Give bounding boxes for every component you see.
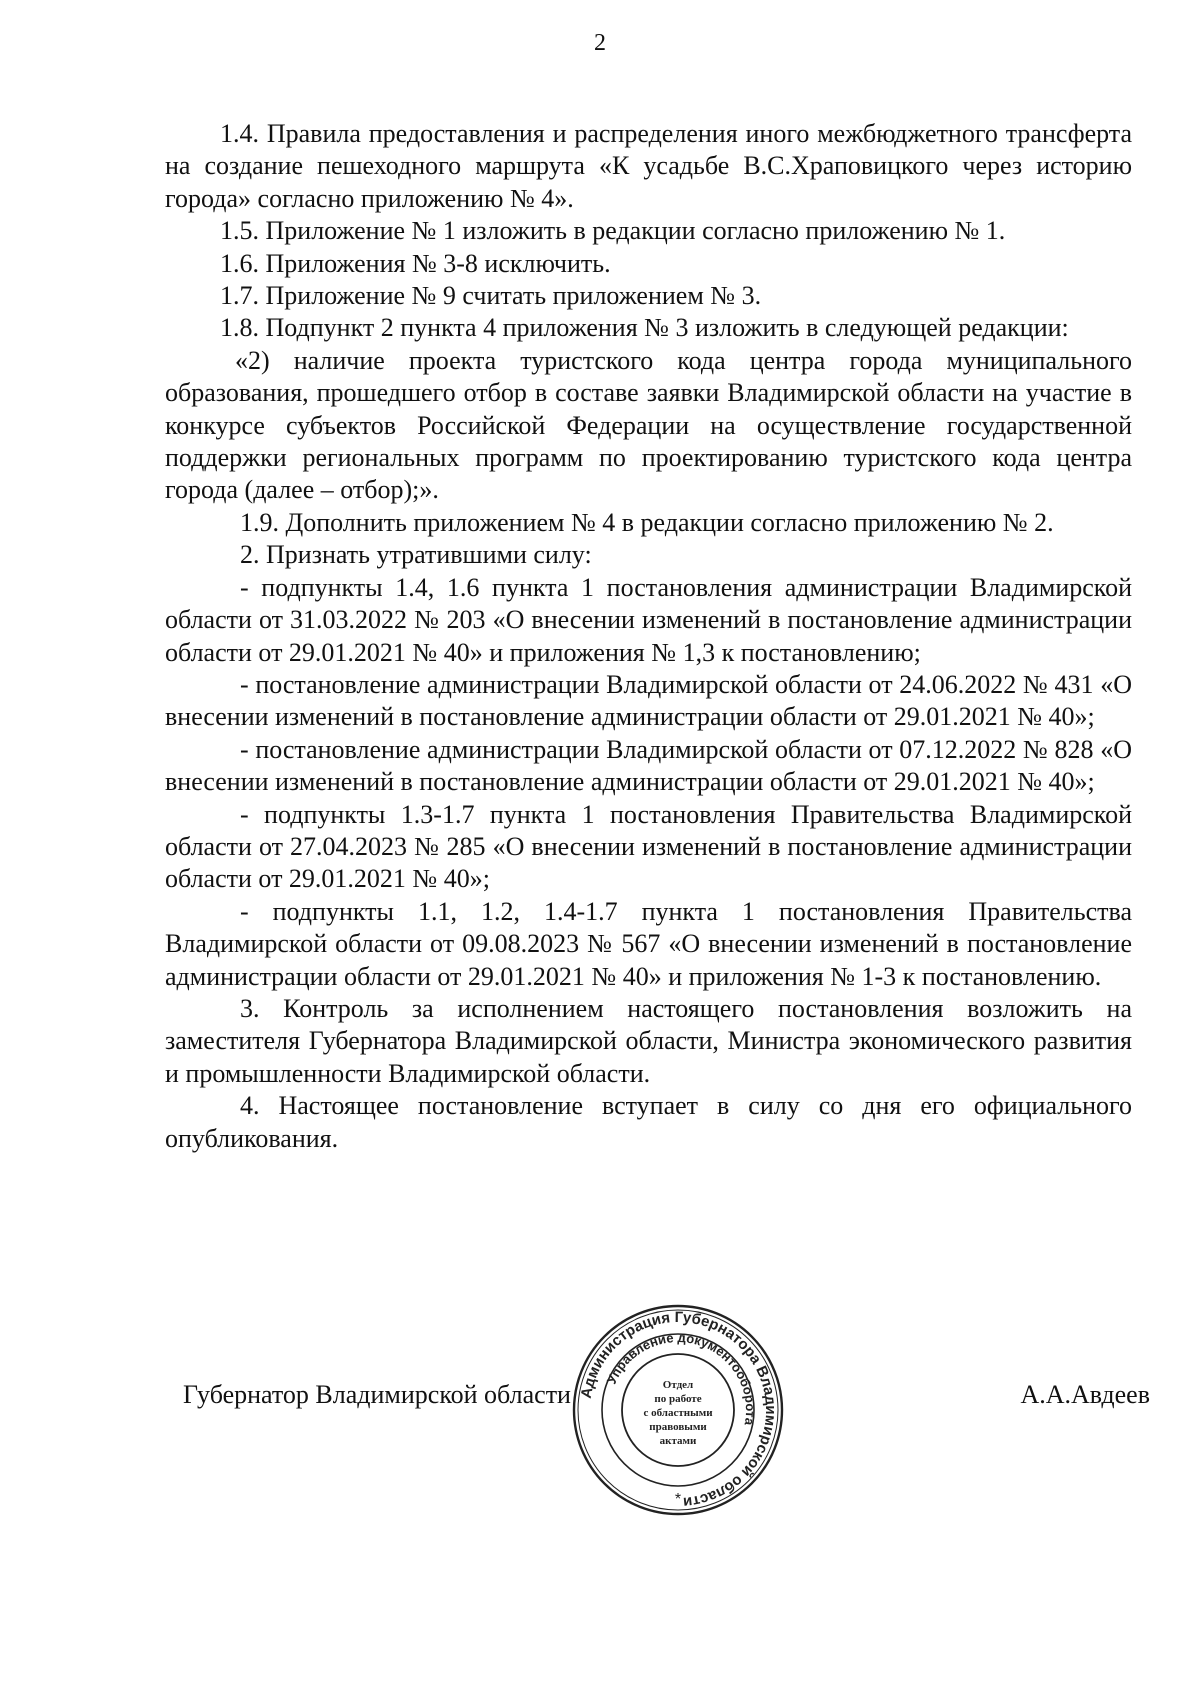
- seal-inner-ring-text: Управление документооборота: [603, 1329, 759, 1427]
- paragraph-2-item-2: - постановление администрации Владимирской области от 24.06.2022 № 431 «О внесении изменений в постановление администрации области от 29.01.2021 № 40»;: [165, 669, 1132, 732]
- seal-center-line-5: актами: [659, 1435, 697, 1447]
- seal-star: *: [674, 1491, 682, 1508]
- paragraph-1-6: 1.6. Приложения № 3-8 исключить.: [220, 248, 611, 278]
- signer-position: Губернатор Владимирской области: [183, 1380, 571, 1409]
- paragraph-3: 3. Контроль за исполнением настоящего постановления возложить на заместителя Губернатора Владимирской области, Министра экономического развития и промышленности Владимирской области.: [165, 993, 1132, 1088]
- seal-center-line-1: Отдел: [662, 1379, 694, 1391]
- seal-center-line-2: по работе: [654, 1393, 702, 1405]
- paragraph-1-8-quote: «2) наличие проекта туристского кода центра города муниципального образования, прошедшего отбор в составе заявки Владимирской области на участие в конкурсе субъектов Российской Федерации на осуществление государственной поддержки региональных программ по проектированию туристского кода центра города (далее – отбор);».: [165, 345, 1132, 505]
- seal-center-line-3: с областными: [643, 1407, 713, 1419]
- paragraph-1-5: 1.5. Приложение № 1 изложить в редакции согласно приложению № 1.: [220, 216, 1006, 246]
- seal-outer-ring-text: Администрация Губернатора Владимирской области: [577, 1308, 780, 1511]
- paragraph-1-9: 1.9. Дополнить приложением № 4 в редакции согласно приложению № 2.: [240, 507, 1054, 537]
- official-seal-stamp: [570, 1302, 786, 1518]
- paragraph-2-item-4: - подпункты 1.3-1.7 пункта 1 постановления Правительства Владимирской области от 27.04.2023 № 285 «О внесении изменений в постановление администрации области от 29.01.2021 № 40»;: [165, 799, 1132, 894]
- paragraph-2-item-3: - постановление администрации Владимирской области от 07.12.2022 № 828 «О внесении изменений в постановление администрации области от 29.01.2021 № 40»;: [165, 734, 1132, 797]
- paragraph-2-item-5: - подпункты 1.1, 1.2, 1.4-1.7 пункта 1 постановления Правительства Владимирской области от 09.08.2023 № 567 «О внесении изменений в постановление администрации области от 29.01.2021 № 40» и приложения № 1-3 к постановлению.: [165, 896, 1132, 991]
- paragraph-1-4: 1.4. Правила предоставления и распределения иного межбюджетного трансферта на создание пешеходного маршрута «К усадьбе В.С.Храповицкого через историю города» согласно приложению № 4».: [165, 119, 1132, 213]
- seal-center-line-4: правовыми: [649, 1421, 707, 1433]
- page-number: 2: [594, 30, 606, 56]
- paragraph-2: 2. Признать утратившими силу:: [240, 540, 592, 570]
- paragraph-1-8: 1.8. Подпункт 2 пункта 4 приложения № 3 изложить в следующей редакции:: [220, 313, 1069, 343]
- paragraph-1-7: 1.7. Приложение № 9 считать приложением № 3.: [220, 281, 762, 311]
- paragraph-4: 4. Настоящее постановление вступает в силу со дня его официального опубликования.: [165, 1091, 1132, 1153]
- document-body: [165, 118, 1132, 1155]
- paragraph-2-item-1: - подпункты 1.4, 1.6 пункта 1 постановления администрации Владимирской области от 31.03.2022 № 203 «О внесении изменений в постановление администрации области от 29.01.2021 № 40» и приложения № 1,3 к постановлению;: [165, 572, 1132, 667]
- signer-name: А.А.Авдеев: [1020, 1380, 1150, 1409]
